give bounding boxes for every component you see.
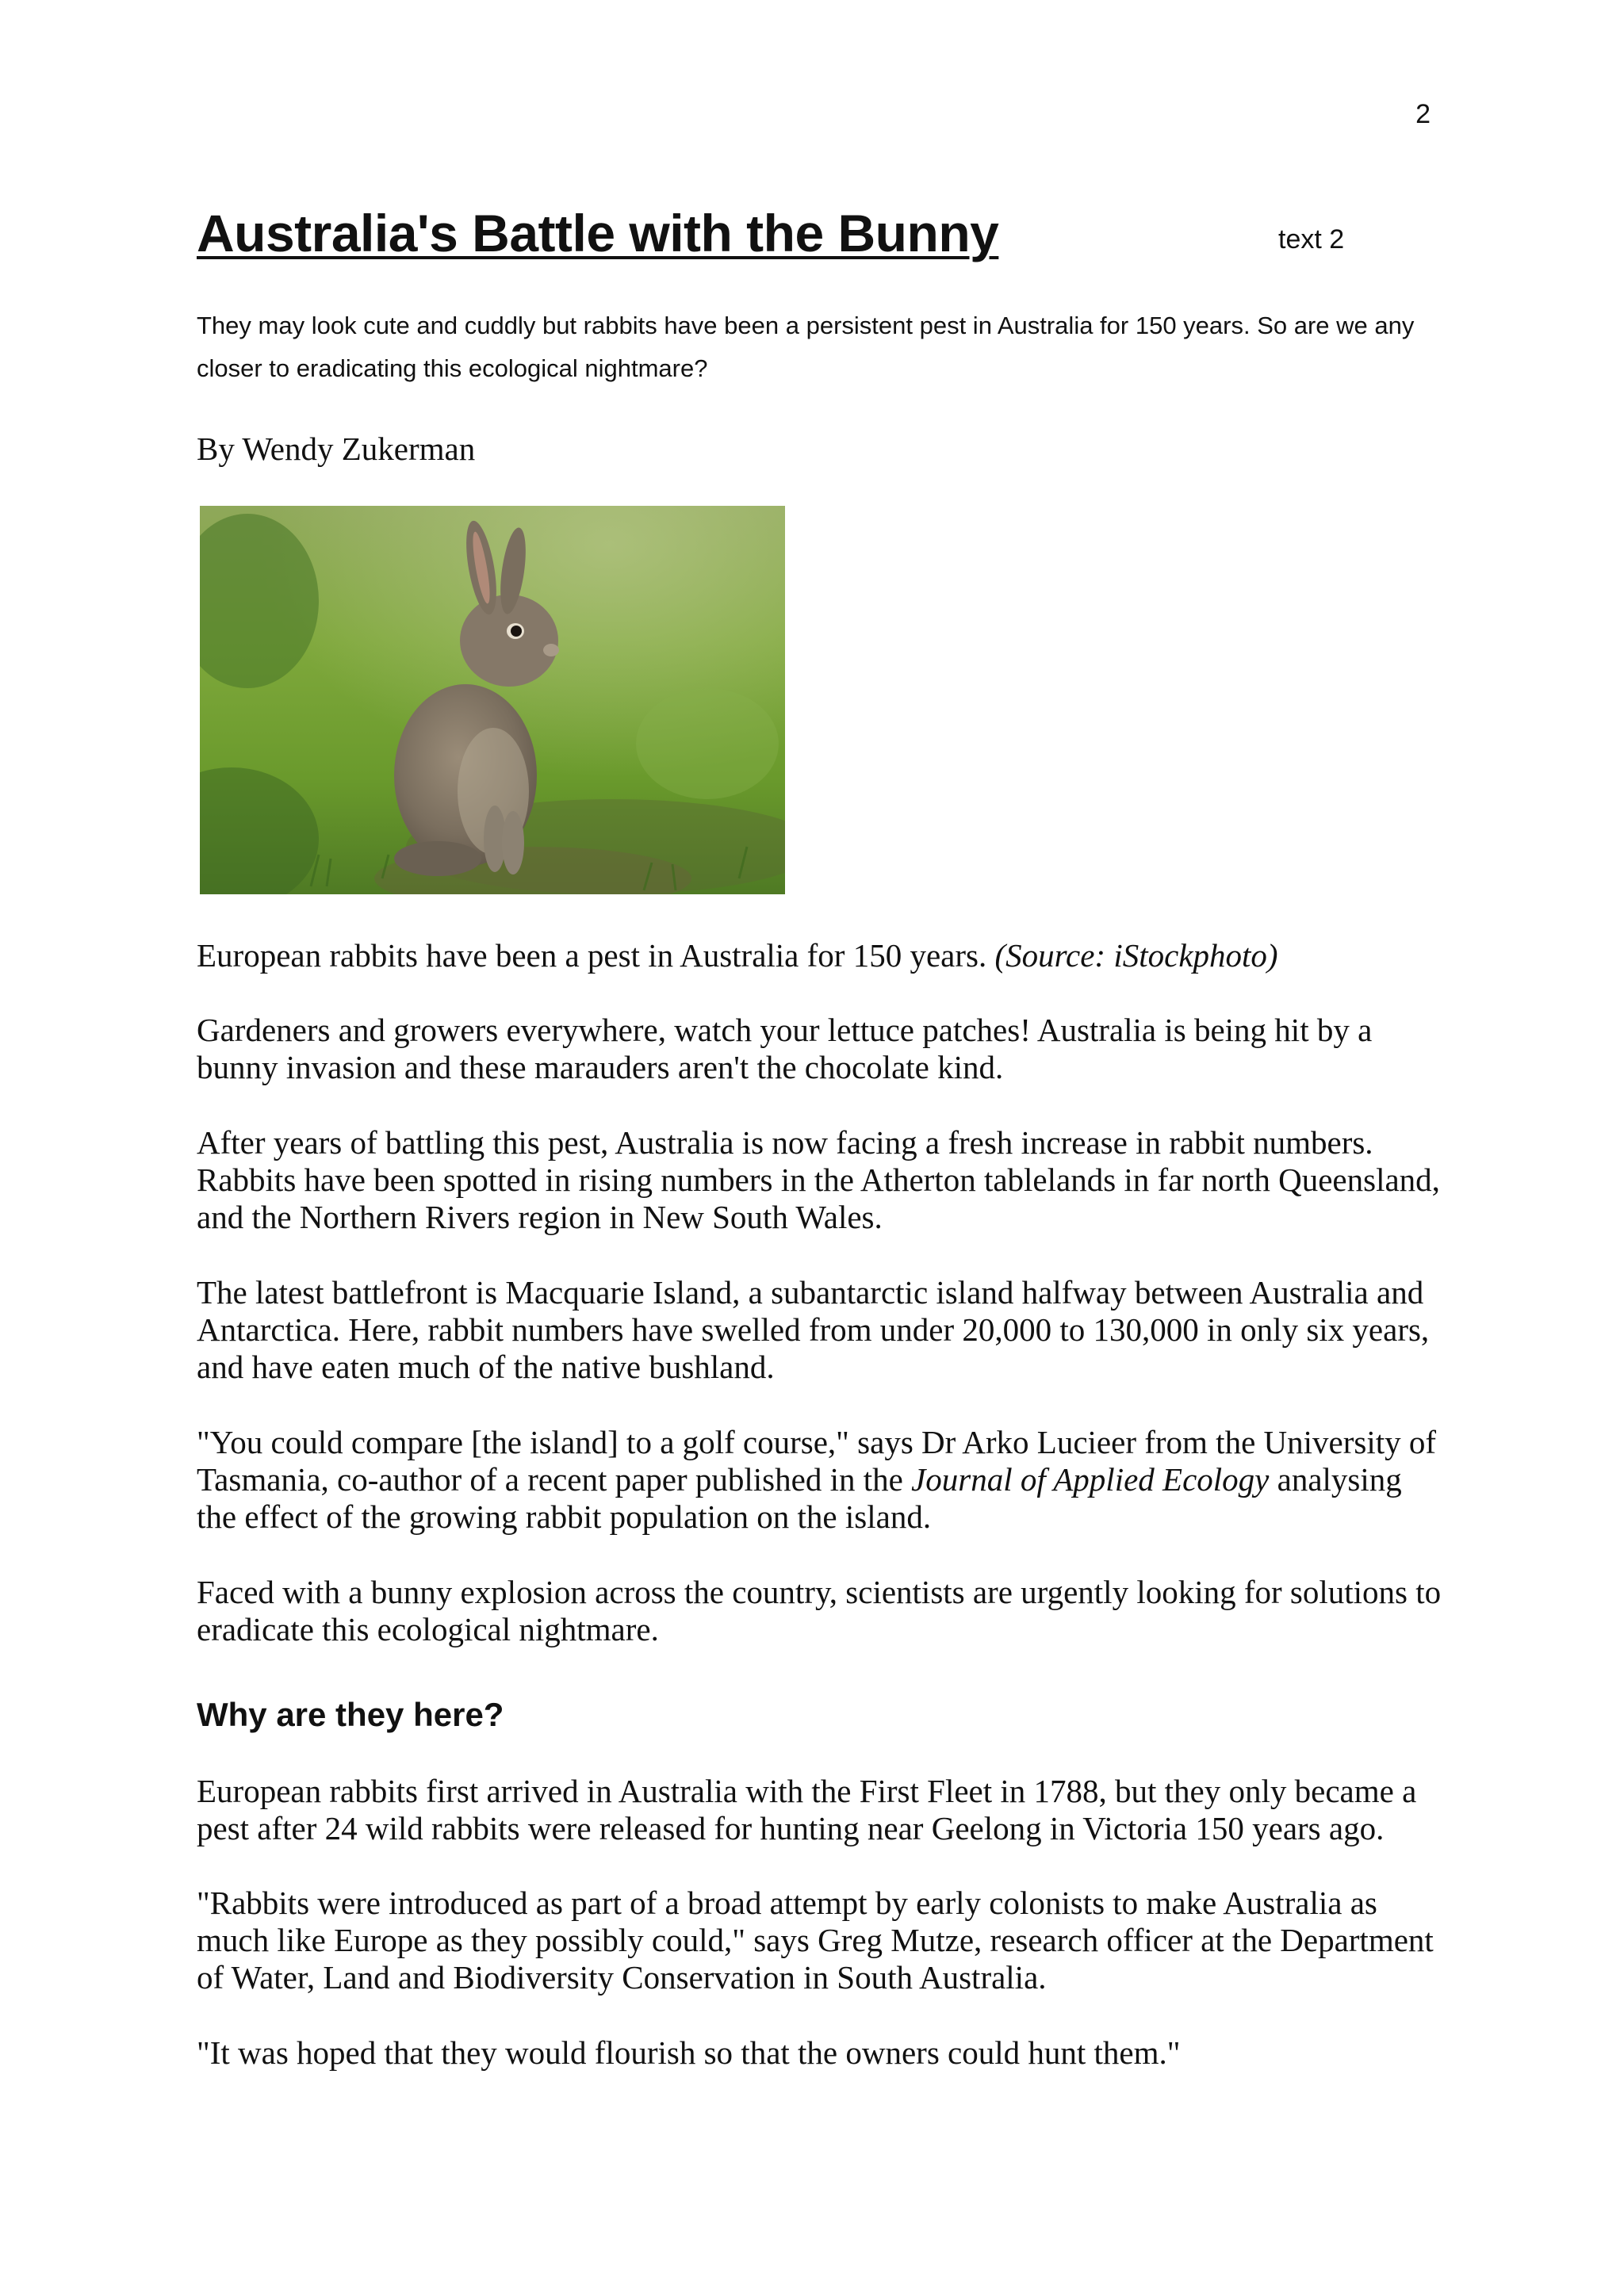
paragraph: European rabbits first arrived in Australia with the First Fleet in 1788, but they only became a pest after 24 wild rabbits were released for hunting near Geelong in Victoria 150 years ago. [197, 1773, 1417, 1846]
paragraph: The latest battlefront is Macquarie Island, a subantarctic island halfway between Australia and Antarctica. Here, rabbit numbers have swelled from under 20,000 to 130,000 in only six years, and have eaten much of the native bushland. [197, 1274, 1430, 1385]
caption-source: (Source: iStockphoto) [994, 937, 1278, 974]
quote-text: "You could compare [the island] to a golf course," says Dr Arko Lucieer from the University of Tasmania, co-author of a recent paper published in the [197, 1424, 1437, 1498]
paragraph: "Rabbits were introduced as part of a broad attempt by early colonists to make Australia as much like Europe as they possibly could," says Greg Mutze, research officer at the Department of Water, Land and Biodiversity Conservation in South Australia. [197, 1885, 1434, 1996]
title-row [197, 200, 1434, 271]
journal-name: Journal of Applied Ecology [911, 1461, 1270, 1498]
article-title: Australia's Battle with the Bunny [197, 204, 999, 262]
caption-text: European rabbits have been a pest in Australia for 150 years. [197, 937, 987, 974]
section-heading: Why are they here? [197, 1696, 504, 1733]
byline: By Wendy Zukerman [197, 430, 476, 467]
page-number: 2 [1415, 99, 1431, 129]
photo-caption [197, 937, 1442, 974]
rabbit-photo [200, 506, 785, 894]
standfirst: They may look cute and cuddly but rabbits have been a persistent pest in Australia for 150 years. So are we any closer to eradicating this ecological nightmare? [197, 312, 1415, 382]
paragraph: Faced with a bunny explosion across the country, scientists are urgently looking for solutions to eradicate this ecological nightmare. [197, 1574, 1442, 1647]
quote-text-end: analysing the effect of the growing rabbit population on the island. [197, 1461, 1402, 1535]
paragraph: Gardeners and growers everywhere, watch your lettuce patches! Australia is being hit by a bunny invasion and these marauders aren't the chocolate kind. [197, 1012, 1373, 1085]
paragraph: After years of battling this pest, Australia is now facing a fresh increase in rabbit numbers. Rabbits have been spotted in rising numbers in the Atherton tablelands in far north Queensland, and the Northern Rivers region in New South Wales. [197, 1124, 1440, 1235]
text-label: text 2 [1278, 224, 1345, 254]
quote-paragraph [197, 1424, 1442, 1536]
paragraph: "It was hoped that they would flourish so that the owners could hunt them." [197, 2034, 1181, 2071]
